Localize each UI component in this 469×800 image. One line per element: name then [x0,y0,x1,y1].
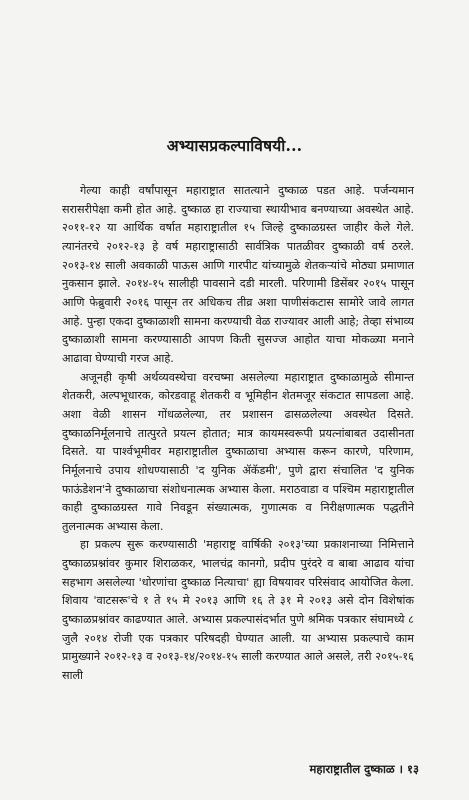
running-title: महाराष्ट्रातील दुष्काळ [309,762,395,776]
paragraph-1: गेल्या काही वर्षांपासून महाराष्ट्रात सातत्याने दुष्काळ पडत आहे. पर्जन्यमान सरासरीपेक्षा कमी होत आहे. दुष्काळ हा राज्याचा स्थायीभाव बनण्याच्या अवस्थेत आहे. २०११-१२ या आर्थिक वर्षात महाराष्ट्रातील १५ जिल्हे दुष्काळग्रस्त जाहीर केले गेले. त्यानंतरचे २०१२-१३ हे वर्ष महाराष्ट्रासाठी सार्वत्रिक पातळीवर दुष्काळी वर्ष ठरले. २०१३-१४ साली अवकाळी पाऊस आणि गारपीट यांच्यामुळे शेतकऱ्यांचे मोठ्या प्रमाणात नुकसान झाले. २०१४-१५ सालीही पावसाने दडी मारली. परिणामी डिसेंबर २०१५ पासून आणि फेब्रुवारी २०१६ पासून तर अधिकच तीव्र अशा पाणीसंकटास सामोरे जावे लागत आहे. पुन्हा एकदा दुष्काळाशी सामना करण्याची वेळ राज्यावर आली आहे; तेव्हा संभाव्य दुष्काळाशी सामना करण्यासाठी आपण किती सुसज्ज आहोत याचा मोकळ्या मनाने आढावा घेण्याची गरज आहे. [62,184,414,365]
page-footer [310,762,420,777]
paragraph-3: हा प्रकल्प सुरू करण्यासाठी 'महाराष्ट्र वार्षिकी २०१३'च्या प्रकाशनाच्या निमित्ताने दुष्काळप्रश्नांवर कुमार शिराळकर, भालचंद्र कानगो, प्रदीप पुरंदरे व बाबा आढाव यांचा सहभाग असलेल्या 'धोरणांचा दुष्काळ नित्याचा' ह्या विषयावर परिसंवाद आयोजित केला. शिवाय 'वाटसरू'चे १ ते १५ मे २०१३ आणि १६ ते ३१ मे २०१३ असे दोन विशेषांक दुष्काळप्रश्नांवर काढण्यात आले. अभ्यास प्रकल्पासंदर्भात पुणे श्रमिक पत्रकार संघामध्ये ८ जुलै २०१४ रोजी एक पत्रकार परिषदही घेण्यात आली. या अभ्यास प्रकल्पाचे काम प्रामुख्याने २०१२-१३ व २०१३-१४/२०१४-१५ साली करण्यात आले असले, तरी २०१५-१६ साली [62,538,414,683]
body-text [62,182,414,686]
page-number: १३ [407,762,419,776]
page-title: अभ्यासप्रकल्पाविषयी... [166,136,303,155]
footer-separator: । [398,762,404,776]
paragraph-2: अजूनही कृषी अर्थव्यवस्थेचा वरचष्मा असलेल्या महाराष्ट्रात दुष्काळामुळे सीमान्त शेतकरी, अल्पभूधारक, कोरडवाहू शेतकरी व भूमिहीन शेतमजूर संकटात सापडला आहे. अशा वेळी शासन गोंधळलेल्या, तर प्रशासन ढासळलेल्या अवस्थेत दिसते. दुष्काळनिर्मूलनाचे तात्पुरते प्रयत्न होतात; मात्र कायमस्वरूपी प्रयत्नांबाबत उदासीनता दिसते. या पार्श्वभूमीवर महाराष्ट्रातील दुष्काळाचा अभ्यास करून कारणे, परिणाम, निर्मूलनाचे उपाय शोधण्यासाठी 'द युनिक ॲकॅडमी', पुणे द्वारा संचालित 'द युनिक फाऊंडेशन'ने दुष्काळाचा संशोधनात्मक अभ्यास केला. मराठवाडा व पश्चिम महाराष्ट्रातील काही दुष्काळग्रस्त गावे निवडून संख्यात्मक, गुणात्मक व निरीक्षणात्मक पद्धतीने तुलनात्मक अभ्यास केला. [62,370,414,533]
